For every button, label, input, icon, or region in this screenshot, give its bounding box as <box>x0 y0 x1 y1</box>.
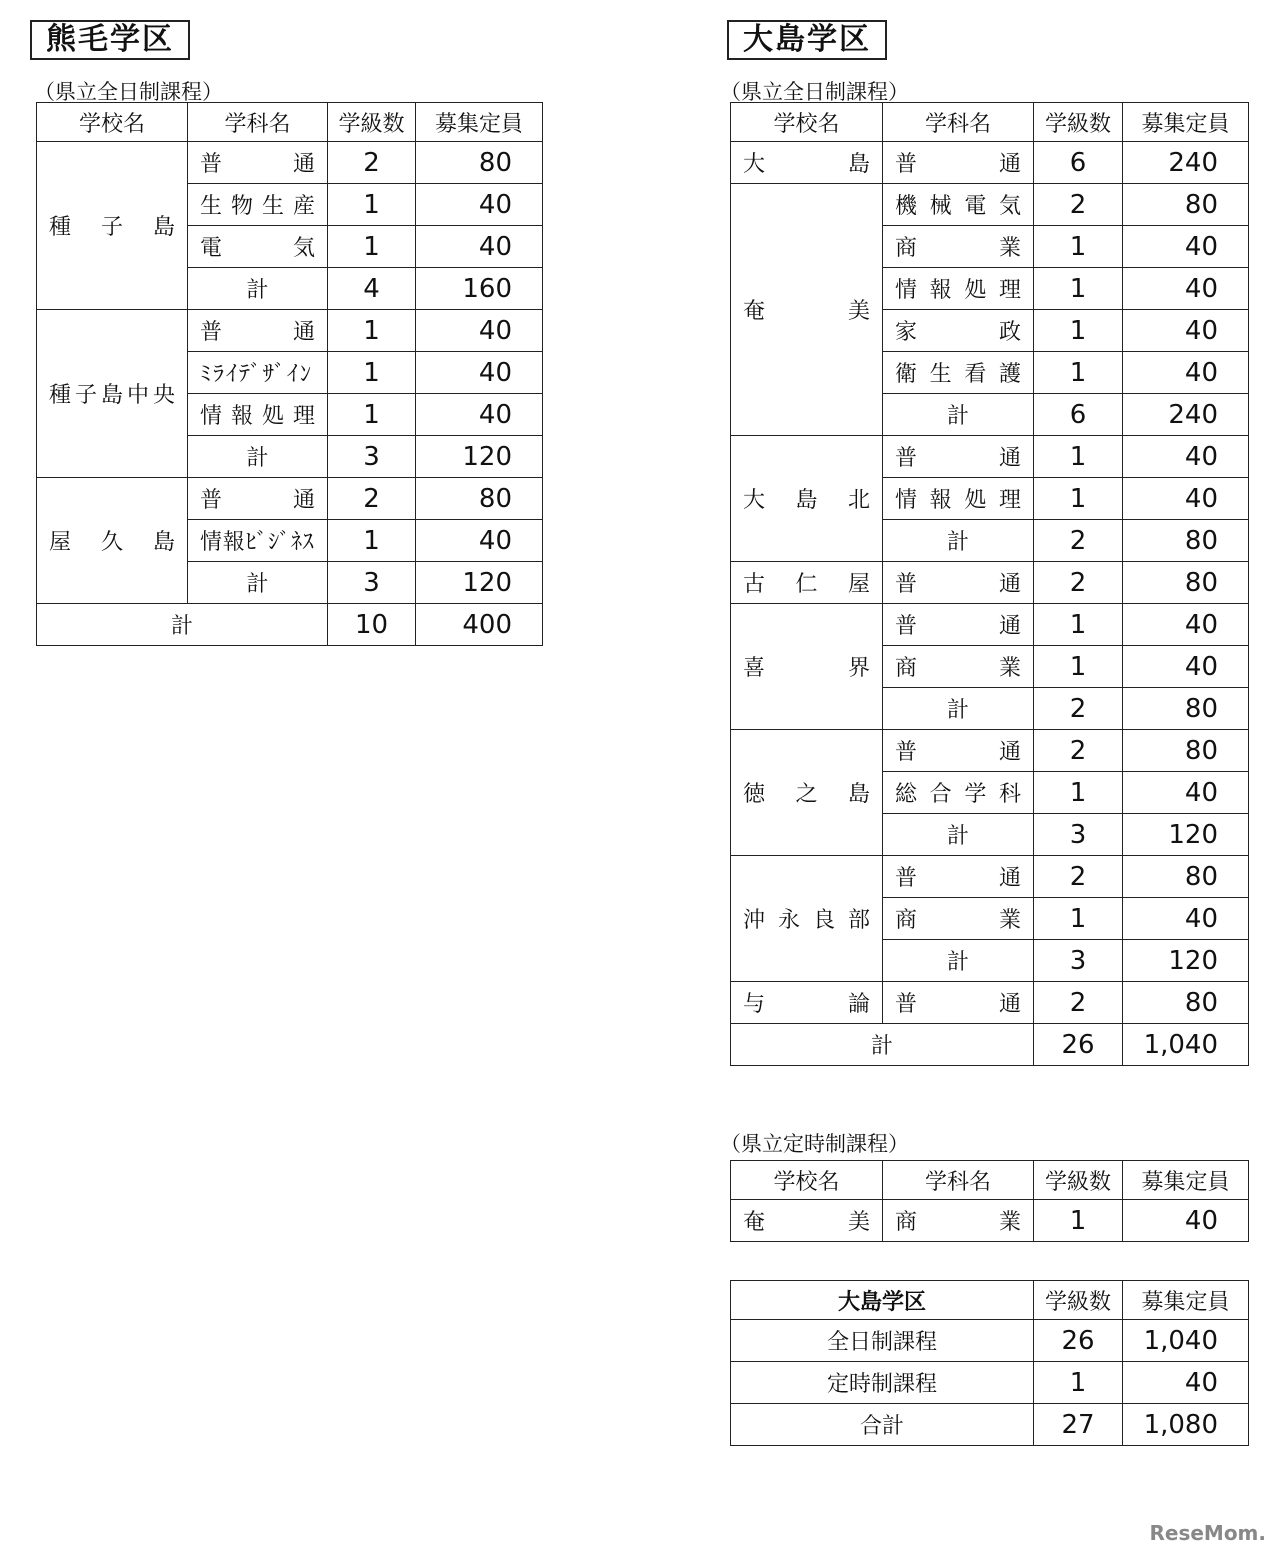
class-count: 2 <box>1034 982 1123 1024</box>
header-subject: 学科名 <box>883 103 1034 142</box>
capacity: 240 <box>1123 142 1249 184</box>
subtotal-capacity: 240 <box>1123 394 1249 436</box>
class-count: 1 <box>328 310 416 352</box>
capacity: 80 <box>1123 730 1249 772</box>
subject-name: 商業 <box>883 646 1034 688</box>
subject-name: 情報ﾋﾞｼﾞﾈｽ <box>188 520 328 562</box>
table-row <box>731 604 1249 646</box>
header-district: 大島学区 <box>731 1281 1034 1320</box>
subtotal-label: 計 <box>883 814 1034 856</box>
class-count: 1 <box>1034 478 1123 520</box>
class-count: 1 <box>1034 310 1123 352</box>
class-count: 2 <box>328 142 416 184</box>
subject-name: 普通 <box>883 856 1034 898</box>
school-name: 喜界 <box>731 604 883 730</box>
capacity: 40 <box>416 520 543 562</box>
class-count: 6 <box>1034 142 1123 184</box>
subtotal-classes: 3 <box>328 562 416 604</box>
subject-name: 情報処理 <box>883 478 1034 520</box>
subtotal-label: 計 <box>188 436 328 478</box>
class-count: 2 <box>1034 856 1123 898</box>
table-header-row <box>37 103 543 142</box>
subject-name: 商業 <box>883 898 1034 940</box>
header-classes: 学級数 <box>1034 1281 1123 1320</box>
subject-name: 衛生看護 <box>883 352 1034 394</box>
class-count: 1 <box>1034 436 1123 478</box>
table-header-row <box>731 1281 1249 1320</box>
header-capacity: 募集定員 <box>1123 1161 1249 1200</box>
table-row <box>731 856 1249 898</box>
capacity: 1,040 <box>1123 1320 1249 1362</box>
header-subject: 学科名 <box>188 103 328 142</box>
parttime-table <box>730 1160 1249 1242</box>
capacity: 40 <box>1123 772 1249 814</box>
table-row <box>731 184 1249 226</box>
capacity: 80 <box>416 142 543 184</box>
school-name: 種子島 <box>37 142 188 310</box>
class-count: 1 <box>1034 898 1123 940</box>
subject-name: 普通 <box>883 562 1034 604</box>
subtotal-capacity: 80 <box>1123 688 1249 730</box>
class-count: 2 <box>1034 184 1123 226</box>
class-count: 1 <box>328 520 416 562</box>
subtotal-capacity: 120 <box>1123 814 1249 856</box>
capacity: 40 <box>1123 898 1249 940</box>
grand-total-classes: 26 <box>1034 1024 1123 1066</box>
class-count: 1 <box>1034 268 1123 310</box>
course-name: 定時制課程 <box>731 1362 1034 1404</box>
subtotal-classes: 3 <box>1034 814 1123 856</box>
header-school: 学校名 <box>731 103 883 142</box>
capacity: 40 <box>1123 646 1249 688</box>
total-classes: 27 <box>1034 1404 1123 1446</box>
table-row <box>731 730 1249 772</box>
school-name: 大島 <box>731 142 883 184</box>
class-count: 1 <box>328 394 416 436</box>
school-name: 古仁屋 <box>731 562 883 604</box>
school-name: 屋久島 <box>37 478 188 604</box>
grand-total-classes: 10 <box>328 604 416 646</box>
oshima-summary-table <box>730 1280 1249 1446</box>
subject-name: 商業 <box>883 226 1034 268</box>
capacity: 40 <box>1123 268 1249 310</box>
class-count: 1 <box>1034 226 1123 268</box>
capacity: 40 <box>416 394 543 436</box>
subtotal-label: 計 <box>883 940 1034 982</box>
total-row <box>731 1404 1249 1446</box>
class-count: 1 <box>1034 352 1123 394</box>
school-name: 徳之島 <box>731 730 883 856</box>
subject-name: 普通 <box>188 142 328 184</box>
header-subject: 学科名 <box>883 1161 1034 1200</box>
capacity: 40 <box>1123 226 1249 268</box>
capacity: 80 <box>1123 982 1249 1024</box>
resemom-logo: ReseMom. <box>1149 1521 1266 1545</box>
class-count: 1 <box>1034 646 1123 688</box>
capacity: 40 <box>416 184 543 226</box>
grand-total-label: 計 <box>37 604 328 646</box>
school-name: 沖永良部 <box>731 856 883 982</box>
school-name: 奄美 <box>731 1200 883 1242</box>
total-label: 合計 <box>731 1404 1034 1446</box>
subtotal-classes: 2 <box>1034 520 1123 562</box>
capacity: 40 <box>1123 604 1249 646</box>
capacity: 40 <box>1123 1200 1249 1242</box>
grand-total-row <box>37 604 543 646</box>
subtotal-label: 計 <box>883 394 1034 436</box>
grand-total-row <box>731 1024 1249 1066</box>
course-name: 全日制課程 <box>731 1320 1034 1362</box>
capacity: 40 <box>1123 352 1249 394</box>
header-capacity: 募集定員 <box>1123 1281 1249 1320</box>
capacity: 40 <box>416 352 543 394</box>
subject-name: 普通 <box>883 982 1034 1024</box>
school-name: 奄美 <box>731 184 883 436</box>
total-capacity: 1,080 <box>1123 1404 1249 1446</box>
subtotal-capacity: 120 <box>416 562 543 604</box>
subject-name: ﾐﾗｲﾃﾞｻﾞｲﾝ <box>188 352 328 394</box>
grand-total-label: 計 <box>731 1024 1034 1066</box>
table-row <box>37 310 543 352</box>
subtotal-classes: 3 <box>328 436 416 478</box>
subject-name: 普通 <box>188 478 328 520</box>
subject-name: 総合学科 <box>883 772 1034 814</box>
table-row <box>731 1320 1249 1362</box>
table-row <box>731 1200 1249 1242</box>
class-count: 1 <box>1034 604 1123 646</box>
subject-name: 普通 <box>883 730 1034 772</box>
subject-name: 家政 <box>883 310 1034 352</box>
class-count: 1 <box>328 184 416 226</box>
subtotal-capacity: 120 <box>1123 940 1249 982</box>
capacity: 40 <box>1123 310 1249 352</box>
table-header-row <box>731 1161 1249 1200</box>
subtotal-classes: 2 <box>1034 688 1123 730</box>
capacity: 40 <box>1123 478 1249 520</box>
table-row <box>731 1362 1249 1404</box>
kumage-course-label: （県立全日制課程） <box>34 80 223 104</box>
subject-name: 普通 <box>883 436 1034 478</box>
class-count: 1 <box>328 352 416 394</box>
class-count: 1 <box>1034 1200 1123 1242</box>
school-name: 種子島中央 <box>37 310 188 478</box>
capacity: 80 <box>1123 562 1249 604</box>
subject-name: 普通 <box>883 604 1034 646</box>
table-row <box>731 142 1249 184</box>
table-row <box>731 436 1249 478</box>
header-school: 学校名 <box>731 1161 883 1200</box>
header-classes: 学級数 <box>328 103 416 142</box>
subtotal-capacity: 160 <box>416 268 543 310</box>
subtotal-classes: 3 <box>1034 940 1123 982</box>
subtotal-label: 計 <box>883 520 1034 562</box>
subtotal-capacity: 120 <box>416 436 543 478</box>
subject-name: 電気 <box>188 226 328 268</box>
subject-name: 情報処理 <box>188 394 328 436</box>
capacity: 80 <box>1123 184 1249 226</box>
class-count: 1 <box>1034 1362 1123 1404</box>
header-school: 学校名 <box>37 103 188 142</box>
subject-name: 情報処理 <box>883 268 1034 310</box>
kumage-district-title: 熊毛学区 <box>30 20 190 60</box>
subject-name: 商業 <box>883 1200 1034 1242</box>
parttime-course-label: （県立定時制課程） <box>720 1132 909 1156</box>
subtotal-label: 計 <box>188 268 328 310</box>
capacity: 40 <box>1123 1362 1249 1404</box>
kumage-table <box>36 102 543 646</box>
oshima-table <box>730 102 1249 1066</box>
class-count: 1 <box>328 226 416 268</box>
subtotal-label: 計 <box>883 688 1034 730</box>
subtotal-label: 計 <box>188 562 328 604</box>
subject-name: 機械電気 <box>883 184 1034 226</box>
subtotal-classes: 4 <box>328 268 416 310</box>
oshima-district-title: 大島学区 <box>727 20 887 60</box>
table-row <box>37 478 543 520</box>
header-capacity: 募集定員 <box>416 103 543 142</box>
class-count: 1 <box>1034 772 1123 814</box>
subtotal-classes: 6 <box>1034 394 1123 436</box>
subtotal-capacity: 80 <box>1123 520 1249 562</box>
table-row <box>37 142 543 184</box>
subject-name: 生物生産 <box>188 184 328 226</box>
class-count: 2 <box>1034 562 1123 604</box>
capacity: 80 <box>1123 856 1249 898</box>
table-row <box>731 982 1249 1024</box>
class-count: 2 <box>328 478 416 520</box>
capacity: 40 <box>416 310 543 352</box>
capacity: 80 <box>416 478 543 520</box>
capacity: 40 <box>1123 436 1249 478</box>
header-classes: 学級数 <box>1034 1161 1123 1200</box>
class-count: 2 <box>1034 730 1123 772</box>
grand-total-capacity: 1,040 <box>1123 1024 1249 1066</box>
school-name: 大島北 <box>731 436 883 562</box>
table-header-row <box>731 103 1249 142</box>
header-classes: 学級数 <box>1034 103 1123 142</box>
grand-total-capacity: 400 <box>416 604 543 646</box>
school-name: 与論 <box>731 982 883 1024</box>
header-capacity: 募集定員 <box>1123 103 1249 142</box>
table-row <box>731 562 1249 604</box>
class-count: 26 <box>1034 1320 1123 1362</box>
capacity: 40 <box>416 226 543 268</box>
oshima-course-label: （県立全日制課程） <box>720 80 909 104</box>
subject-name: 普通 <box>883 142 1034 184</box>
subject-name: 普通 <box>188 310 328 352</box>
